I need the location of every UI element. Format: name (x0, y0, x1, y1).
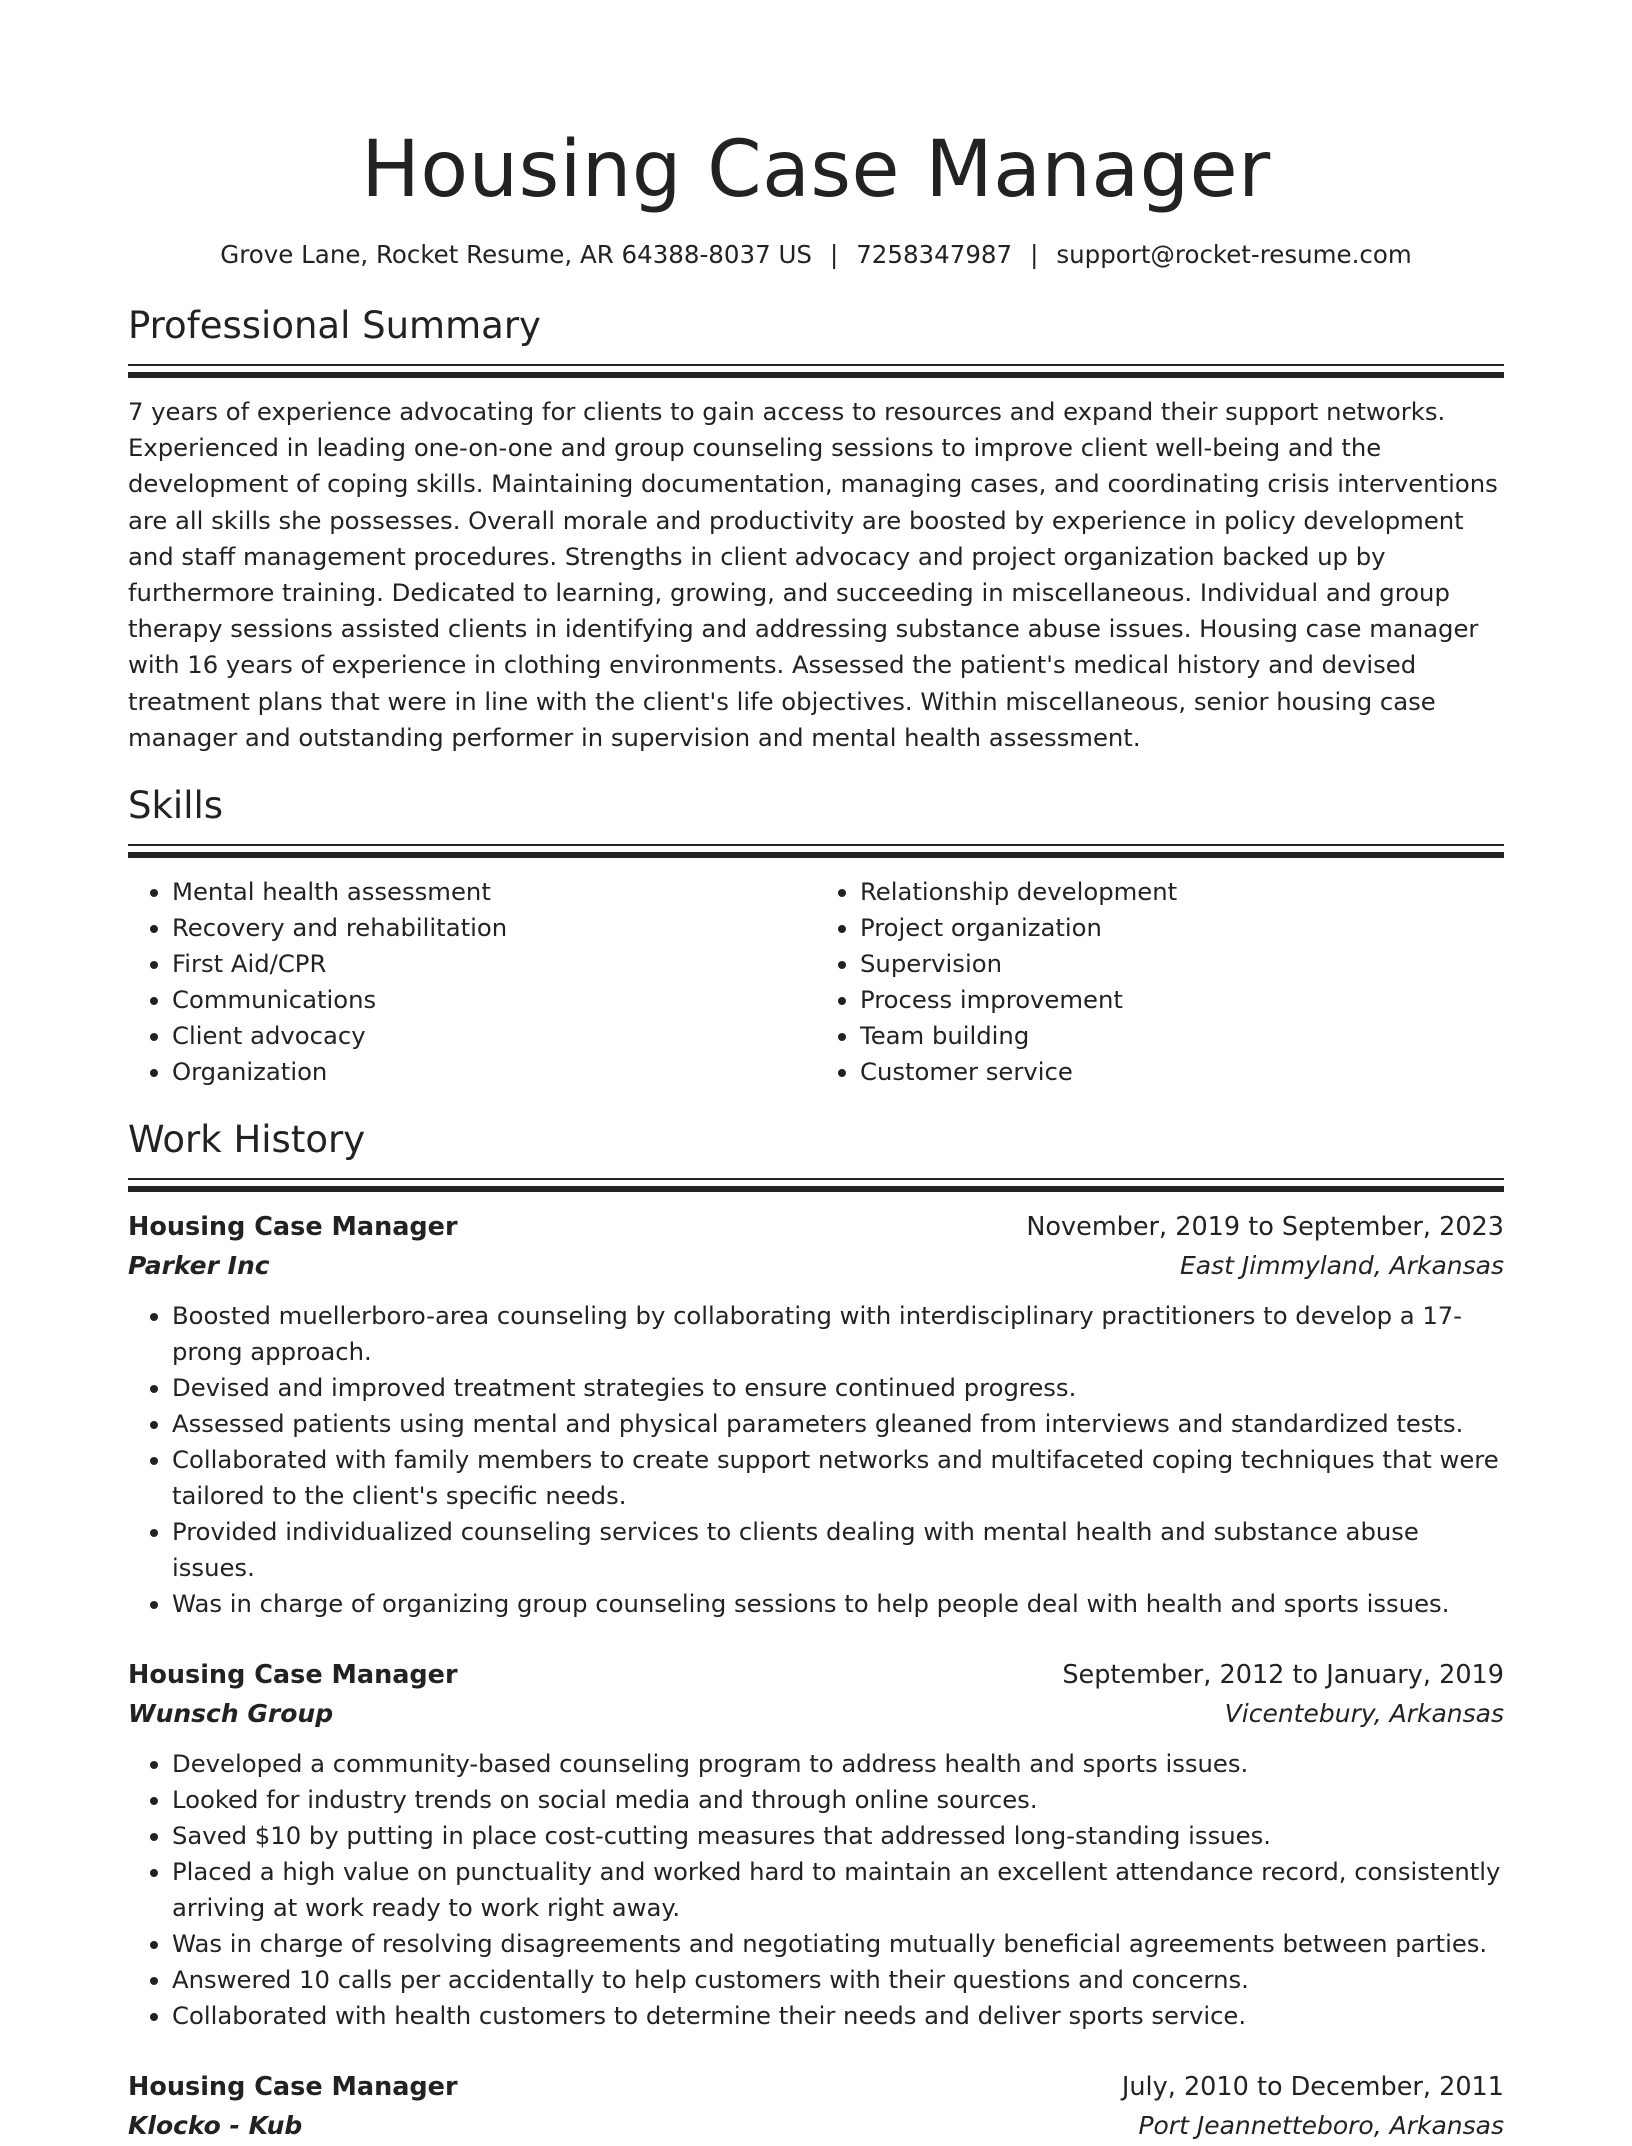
job-employer: Parker Inc (128, 1251, 270, 1281)
skill-item: • Client advocacy (172, 1018, 816, 1054)
skill-item: • Process improvement (860, 982, 1504, 1018)
job-bullet: • Provided individualized counseling services to clients dealing with mental health and substance abuse issues. (172, 1514, 1504, 1586)
job-title: Housing Case Manager (128, 1212, 458, 1243)
job-bullet: • Collaborated with family members to create support networks and multifaceted coping techniques that were tailored to the client's specific needs. (172, 1442, 1504, 1514)
resume-title: Housing Case Manager (361, 125, 1271, 215)
contact-separator: | (829, 240, 839, 269)
job-employer: Klocko - Kub (128, 2111, 303, 2141)
job-entry (128, 1656, 1504, 2034)
job-employer: Wunsch Group (128, 1699, 334, 1729)
skill-item: • Team building (860, 1018, 1504, 1054)
contact-email: support@rocket-resume.com (1056, 240, 1412, 269)
job-bullet: • Answered 10 calls per accidentally to help customers with their questions and concerns. (172, 1962, 1504, 1998)
job-bullet: • Was in charge of organizing group counseling sessions to help people deal with health and sports issues. (172, 1586, 1504, 1622)
job-dates: November, 2019 to September, 2023 (1026, 1212, 1504, 1243)
job-bullet: • Looked for industry trends on social media and through online sources. (172, 1782, 1504, 1818)
skills-columns (128, 874, 1504, 1090)
contact-line (128, 238, 1504, 272)
skill-item: • Communications (172, 982, 816, 1018)
skill-item: • Customer service (860, 1054, 1504, 1090)
contact-phone: 7258347987 (856, 240, 1013, 269)
skill-item: • Recovery and rehabilitation (172, 910, 816, 946)
job-title: Housing Case Manager (128, 2072, 458, 2103)
job-dates: September, 2012 to January, 2019 (1062, 1660, 1504, 1691)
job-title: Housing Case Manager (128, 1660, 458, 1691)
skill-item: • Relationship development (860, 874, 1504, 910)
job-bullet: • Devised and improved treatment strategies to ensure continued progress. (172, 1370, 1504, 1406)
skills-heading: Skills (128, 784, 224, 828)
skill-item: • Project organization (860, 910, 1504, 946)
job-bullet: • Collaborated with health customers to determine their needs and deliver sports service. (172, 1998, 1504, 2034)
job-dates: July, 2010 to December, 2011 (1121, 2072, 1504, 2103)
skill-item: • Supervision (860, 946, 1504, 982)
section-rule (128, 1178, 1504, 1192)
skills-list-left (128, 874, 816, 1090)
job-bullet: • Saved $10 by putting in place cost-cutting measures that addressed long-standing issues. (172, 1818, 1504, 1854)
work-history-section (128, 1116, 1504, 2146)
skill-item: • Organization (172, 1054, 816, 1090)
job-entry (128, 2068, 1504, 2146)
job-bullets (128, 1298, 1504, 1622)
job-location: Port Jeannetteboro, Arkansas (1138, 2111, 1504, 2141)
summary-section (128, 302, 1504, 756)
contact-separator: | (1030, 240, 1039, 269)
skill-item: • First Aid/CPR (172, 946, 816, 982)
job-bullet: • Was in charge of resolving disagreements and negotiating mutually beneficial agreements between parties. (172, 1926, 1504, 1962)
skills-list-right (816, 874, 1504, 1090)
job-bullet: • Developed a community-based counseling program to address health and sports issues. (172, 1746, 1504, 1782)
job-bullet: • Boosted muellerboro-area counseling by collaborating with interdisciplinary practitioners to develop a 17-prong approach. (172, 1298, 1504, 1370)
job-bullet: • Assessed patients using mental and physical parameters gleaned from interviews and standardized tests. (172, 1406, 1504, 1442)
section-rule (128, 364, 1504, 378)
contact-address: Grove Lane, Rocket Resume, AR 64388-8037 US (220, 240, 812, 269)
work-history-heading: Work History (128, 1118, 366, 1162)
summary-heading: Professional Summary (128, 304, 541, 347)
skill-item: • Mental health assessment (172, 874, 816, 910)
section-rule (128, 844, 1504, 858)
job-location: East Jimmyland, Arkansas (1180, 1251, 1504, 1281)
job-location: Vicentebury, Arkansas (1224, 1699, 1504, 1729)
skills-section (128, 782, 1504, 1090)
job-entry (128, 1208, 1504, 1622)
summary-text: 7 years of experience advocating for clients to gain access to resources and expand their support networks. Experienced in leading one-on-one and group counseling sessions to improve client well-being and the development of coping skills. Maintaining documentation, managing cases, and coordinating crisis interventions are all skills she possesses. Overall morale and productivity are boosted by experience in policy development and staff management procedures. Strengths in client advocacy and project organization backed up by furthermore training. Dedicated to learning, growing, and succeeding in miscellaneous. Individual and group therapy sessions assisted clients in identifying and addressing substance abuse issues. Housing case manager with 16 years of experience in clothing environments. Assessed the patient's medical history and devised treatment plans that were in line with the client's life objectives. Within miscellaneous, senior housing case manager and outstanding performer in supervision and mental health assessment. (128, 397, 1498, 752)
job-bullet: • Placed a high value on punctuality and worked hard to maintain an excellent attendance record, consistently arriving at work ready to work right away. (172, 1854, 1504, 1926)
job-bullets (128, 1746, 1504, 2034)
